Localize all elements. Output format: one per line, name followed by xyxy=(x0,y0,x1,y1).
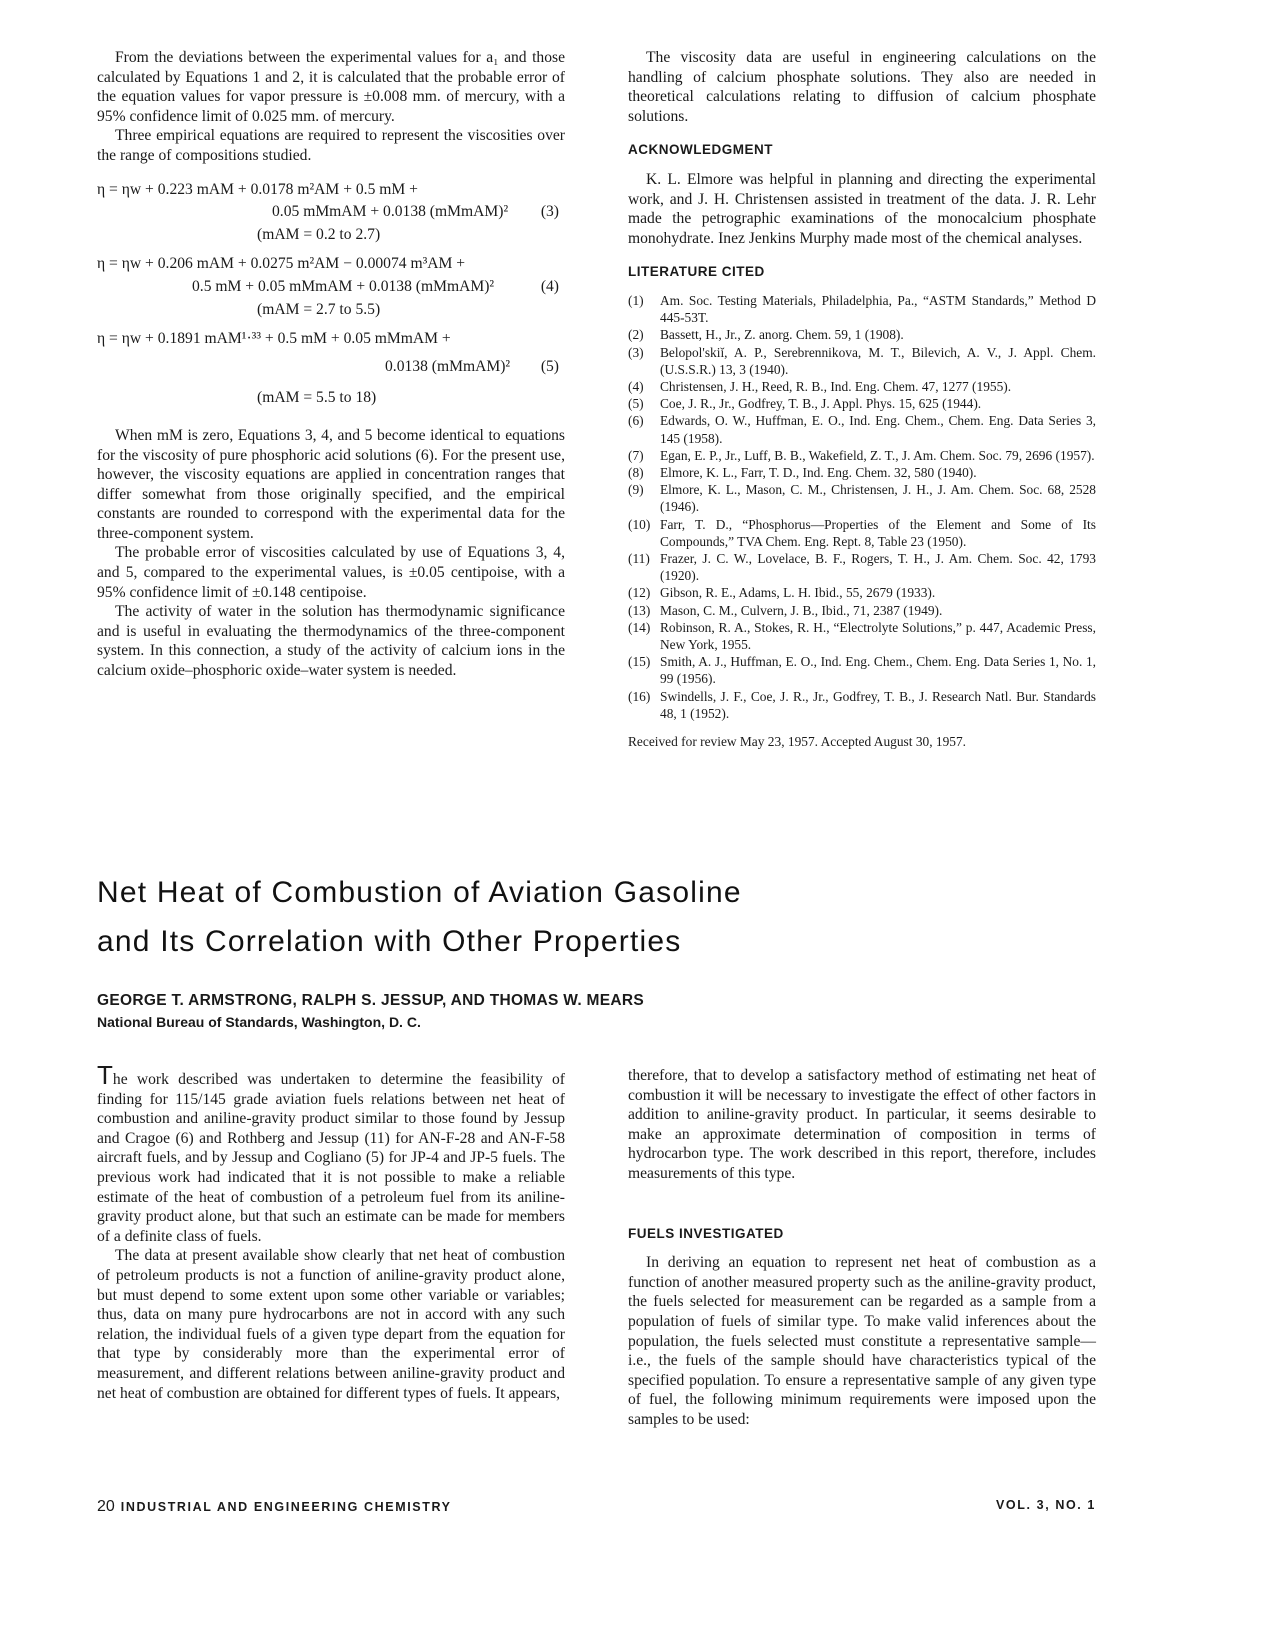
reference-number: (2) xyxy=(628,327,644,343)
reference-number: (5) xyxy=(628,396,644,412)
reference-text: Elmore, K. L., Mason, C. M., Christensen, J. H., J. Am. Chem. Soc. 68, 2528 (1946). xyxy=(660,482,1096,515)
paragraph: Three empirical equations are required to represent the viscosities over the range of compositions studied. xyxy=(97,127,565,164)
equation-line: 0.0138 (mMmAM)² xyxy=(385,357,511,375)
reference-list xyxy=(628,292,1096,722)
reference-item xyxy=(628,447,1096,464)
equation-number: (3) xyxy=(540,203,559,221)
reference-text: Robinson, R. A., Stokes, R. H., “Electrolyte Solutions,” p. 447, Academic Press, New York, 1955. xyxy=(660,619,1096,652)
equation-line: η = ηw + 0.223 mAM + 0.0178 m²AM + 0.5 mM + xyxy=(97,180,418,198)
page-number: 20 xyxy=(97,1498,115,1515)
volume-info: VOL. 3, NO. 1 xyxy=(996,1498,1096,1512)
reference-item xyxy=(628,619,1096,653)
reference-text: Smith, A. J., Huffman, E. O., Ind. Eng. Chem., Chem. Eng. Data Series 1, No. 1, 99 (1956). xyxy=(660,654,1096,687)
article-left-column xyxy=(97,1060,565,1403)
reference-text: Christensen, J. H., Reed, R. B., Ind. Eng. Chem. 47, 1277 (1955). xyxy=(660,378,1012,394)
reference-item xyxy=(628,412,1096,446)
equation-line: η = ηw + 0.1891 mAM¹·³³ + 0.5 mM + 0.05 mMmAM + xyxy=(97,330,451,348)
prev-article-right-column xyxy=(628,48,1096,752)
reference-text: Elmore, K. L., Farr, T. D., Ind. Eng. Chem. 32, 580 (1940). xyxy=(660,464,977,480)
reference-number: (4) xyxy=(628,378,644,394)
reference-item xyxy=(628,395,1096,412)
article-affiliation: National Bureau of Standards, Washington, D. C. xyxy=(97,1014,421,1030)
article-authors: GEORGE T. ARMSTRONG, RALPH S. JESSUP, AND THOMAS W. MEARS xyxy=(97,992,645,1009)
reference-text: Coe, J. R., Jr., Godfrey, T. B., J. Appl. Phys. 15, 625 (1944). xyxy=(660,396,982,412)
paragraph: The activity of water in the solution has thermodynamic significance and is useful in evaluating the thermodynamics of the three-component system. In this connection, a study of the activity of calcium ions in the calcium oxide–phosphoric oxide–water system is needed. xyxy=(97,603,565,680)
equation-4 xyxy=(97,254,565,319)
equation-range: (mAM = 5.5 to 18) xyxy=(257,389,377,407)
reference-number: (1) xyxy=(628,292,644,308)
equation-line: 0.05 mMmAM + 0.0138 (mMmAM)² xyxy=(272,203,509,221)
paragraph: When mM is zero, Equations 3, 4, and 5 become identical to equations for the viscosity of pure phosphoric acid solutions (6). For the present use, however, the viscosity equations are applied in concentration ranges that differ somewhat from those originally specified, and the empirical constants are rounded to correspond with the experimental data for the three-component system. xyxy=(97,426,565,542)
reference-item xyxy=(628,550,1096,584)
reference-text: Frazer, J. C. W., Lovelace, B. F., Rogers, T. H., J. Am. Chem. Soc. 42, 1793 (1920). xyxy=(660,550,1096,584)
acknowledgment-text: K. L. Elmore was helpful in planning and directing the experimental work, and J. H. Christensen assisted in treatment of the data. J. R. Lehr made the petrographic examinations of the monocalcium phosphate monohydrate. Inez Jenkins Murphy made most of the chemical analyses. xyxy=(628,170,1096,247)
reference-number: (3) xyxy=(628,344,644,360)
reference-item xyxy=(628,481,1096,515)
reference-item xyxy=(628,326,1096,343)
paragraph: The data at present available show clearly that net heat of combustion of petroleum products is not a function of aniline-gravity product alone, but must depend to some extent upon some other variable or variables; thus, data on many pure hydrocarbons are not in accord with any such relation, the individual fuels of a given type depart from the equation for that type by considerably more than the experimental error of measurement, and different relations between aniline-gravity product and net heat of combustion are obtained for different types of fuels. It appears, xyxy=(97,1247,565,1402)
equation-line: 0.5 mM + 0.05 mMmAM + 0.0138 (mMmAM)² xyxy=(192,277,495,295)
literature-cited-heading: LITERATURE CITED xyxy=(628,264,765,280)
page-footer-left xyxy=(97,1498,452,1516)
received-date: Received for review May 23, 1957. Accepted August 30, 1957. xyxy=(628,734,967,750)
article-title-line-2: and Its Correlation with Other Properties xyxy=(97,925,682,958)
reference-number: (15) xyxy=(628,654,651,670)
reference-text: Egan, E. P., Jr., Luff, B. B., Wakefield, Z. T., J. Am. Chem. Soc. 79, 2696 (1957). xyxy=(660,447,1095,463)
reference-item xyxy=(628,602,1096,619)
paragraph: In deriving an equation to represent net heat of combustion as a function of another measured property such as the aniline-gravity product, the fuels selected for measurement can be regarded as a sample from a population of fuels of similar type. To make valid inferences about the population, the fuels selected must constitute a representative sample—i.e., the fuels of the sample should have characteristics typical of the specified population. To ensure a representative sample of any given type of fuel, the following minimum requirements were imposed upon the samples to be used: xyxy=(628,1254,1096,1428)
equation-line: η = ηw + 0.206 mAM + 0.0275 m²AM − 0.00074 m³AM + xyxy=(97,255,466,273)
reference-text: Mason, C. M., Culvern, J. B., Ibid., 71, 2387 (1949). xyxy=(660,602,943,618)
acknowledgment-heading: ACKNOWLEDGMENT xyxy=(628,142,773,158)
article-title-line-1: Net Heat of Combustion of Aviation Gasoline xyxy=(97,876,742,909)
reference-number: (7) xyxy=(628,447,644,463)
reference-item xyxy=(628,516,1096,550)
article-right-column xyxy=(628,1066,1096,1430)
reference-item xyxy=(628,653,1096,687)
reference-text: Gibson, R. E., Adams, L. H. Ibid., 55, 2679 (1933). xyxy=(660,585,936,601)
reference-item xyxy=(628,378,1096,395)
reference-number: (10) xyxy=(628,516,651,532)
reference-number: (6) xyxy=(628,413,644,429)
prev-article-left-column xyxy=(97,48,565,681)
reference-text: Swindells, J. F., Coe, J. R., Jr., Godfrey, T. B., J. Research Natl. Bur. Standards 48, 1 (1952). xyxy=(660,688,1096,721)
journal-name: INDUSTRIAL AND ENGINEERING CHEMISTRY xyxy=(120,1500,452,1514)
reference-number: (12) xyxy=(628,585,651,601)
reference-number: (9) xyxy=(628,482,644,498)
reference-text: Am. Soc. Testing Materials, Philadelphia, Pa., “ASTM Standards,” Method D 445-53T. xyxy=(660,292,1096,326)
reference-text: Belopol'skiĭ, A. P., Serebrennikova, M. T., Bilevich, A. V., J. Appl. Chem. (U.S.S.R.) 13, 3 (1940). xyxy=(660,344,1096,377)
equation-range: (mAM = 2.7 to 5.5) xyxy=(257,300,381,318)
paragraph: The viscosity data are useful in engineering calculations on the handling of calcium phosphate solutions. They also are needed in theoretical calculations relating to diffusion of calcium phosphate solutions. xyxy=(628,49,1096,125)
paragraph: From the deviations between the experimental values for a₁ and those calculated by Equations 1 and 2, it is calculated that the probable error of the equation values for vapor pressure is ±0.008 mm. of mercury, with a 95% confidence limit of 0.025 mm. of mercury. xyxy=(97,49,565,125)
equation-5 xyxy=(97,329,565,408)
reference-number: (8) xyxy=(628,464,644,480)
paragraph-text: he work described was undertaken to determine the feasibility of finding for 115/145 grade aviation fuels relations between net heat of combustion and aniline-gravity product similar to those found by Jessup and Cragoe (6) and Rothberg and Jessup (11) for AN-F-28 and AN-F-58 aircraft fuels, and by Jessup and Cogliano (5) for JP-4 and JP-5 fuels. The previous work had indicated that it is not possible to make a reliable estimate of the heat of combustion of a petroleum fuel from its aniline-gravity product alone, but that such an estimate can be made for members of a definite class of fuels. xyxy=(97,1071,565,1245)
reference-item xyxy=(628,464,1096,481)
reference-number: (11) xyxy=(628,550,650,566)
reference-item xyxy=(628,584,1096,601)
reference-item xyxy=(628,292,1096,326)
equation-range: (mAM = 0.2 to 2.7) xyxy=(257,225,381,243)
reference-number: (13) xyxy=(628,602,651,618)
reference-number: (14) xyxy=(628,619,651,635)
fuels-investigated-heading: FUELS INVESTIGATED xyxy=(628,1225,784,1241)
reference-text: Farr, T. D., “Phosphorus—Properties of the Element and Some of Its Compounds,” TVA Chem. Eng. Rept. 8, Table 23 (1950). xyxy=(660,516,1096,549)
reference-item xyxy=(628,344,1096,378)
paragraph: therefore, that to develop a satisfactory method of estimating net heat of combustion it will be necessary to investigate the effect of other factors in addition to aniline-gravity product. In particular, it seems desirable to make an approximate determination of composition in terms of hydrocarbon type. The work described in this report, therefore, includes measurements of this type. xyxy=(628,1067,1096,1182)
reference-text: Bassett, H., Jr., Z. anorg. Chem. 59, 1 (1908). xyxy=(660,327,904,343)
drop-cap: T xyxy=(97,1060,113,1090)
reference-text: Edwards, O. W., Huffman, E. O., Ind. Eng. Chem., Chem. Eng. Data Series 3, 145 (1958). xyxy=(660,413,1096,446)
equation-3 xyxy=(97,180,565,245)
paragraph: The probable error of viscosities calculated by use of Equations 3, 4, and 5, compared to the experimental values, is ±0.05 centipoise, with a 95% confidence limit of ±0.148 centipoise. xyxy=(97,544,565,601)
reference-number: (16) xyxy=(628,688,651,704)
paragraph xyxy=(97,1060,565,1246)
equation-number: (4) xyxy=(540,277,559,295)
equation-number: (5) xyxy=(540,357,559,375)
reference-item xyxy=(628,688,1096,722)
